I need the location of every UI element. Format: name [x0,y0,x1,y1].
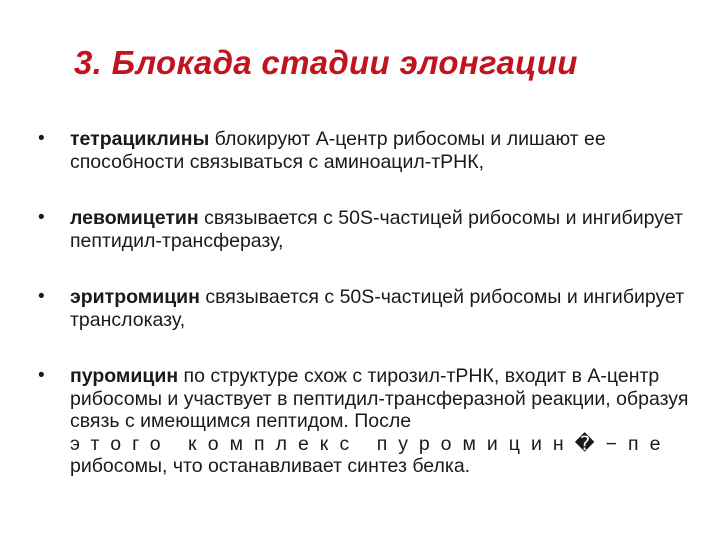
bullet-text: связывается с 50S-частицей рибосомы и ингибирует пептидил-трансферазу, [70,207,683,252]
bullet-text: связывается с 50S-частицей рибосомы и ингибирует транслоказу, [70,286,685,331]
bullet-spaced-text: этого комплекс пуромицин�−пе [70,432,672,455]
bullet-list [34,128,714,478]
bullet-dot: • [38,128,45,149]
bullet-term: левомицетин [70,207,199,229]
bullet-dot: • [38,286,45,307]
bullet-dot: • [38,207,45,228]
bullet-text: по структуре схож с тирозил-тРНК, входит в А-центр рибосомы и участвует в пептидил-трансферазной реакции, образуя связь с имеющимся пептидом. После [70,365,689,432]
bullet-term: тетрациклины [70,128,210,150]
bullet-dot: • [38,365,45,386]
bullet-tetracyclines [34,128,714,173]
bullet-term: эритромицин [70,286,200,308]
bullet-erythromycin [34,286,714,331]
slide-title: 3. Блокада стадии элонгации [74,44,578,81]
bullet-levomycetin [34,207,714,252]
bullet-tail-text: рибосомы, что останавливает синтез белка. [70,455,471,477]
bullet-term: пуромицин [70,365,179,387]
bullet-text: блокируют А-центр рибосомы и лишают ее способности связываться с аминоацил-тРНК, [70,128,606,173]
bullet-puromycin [34,365,714,478]
